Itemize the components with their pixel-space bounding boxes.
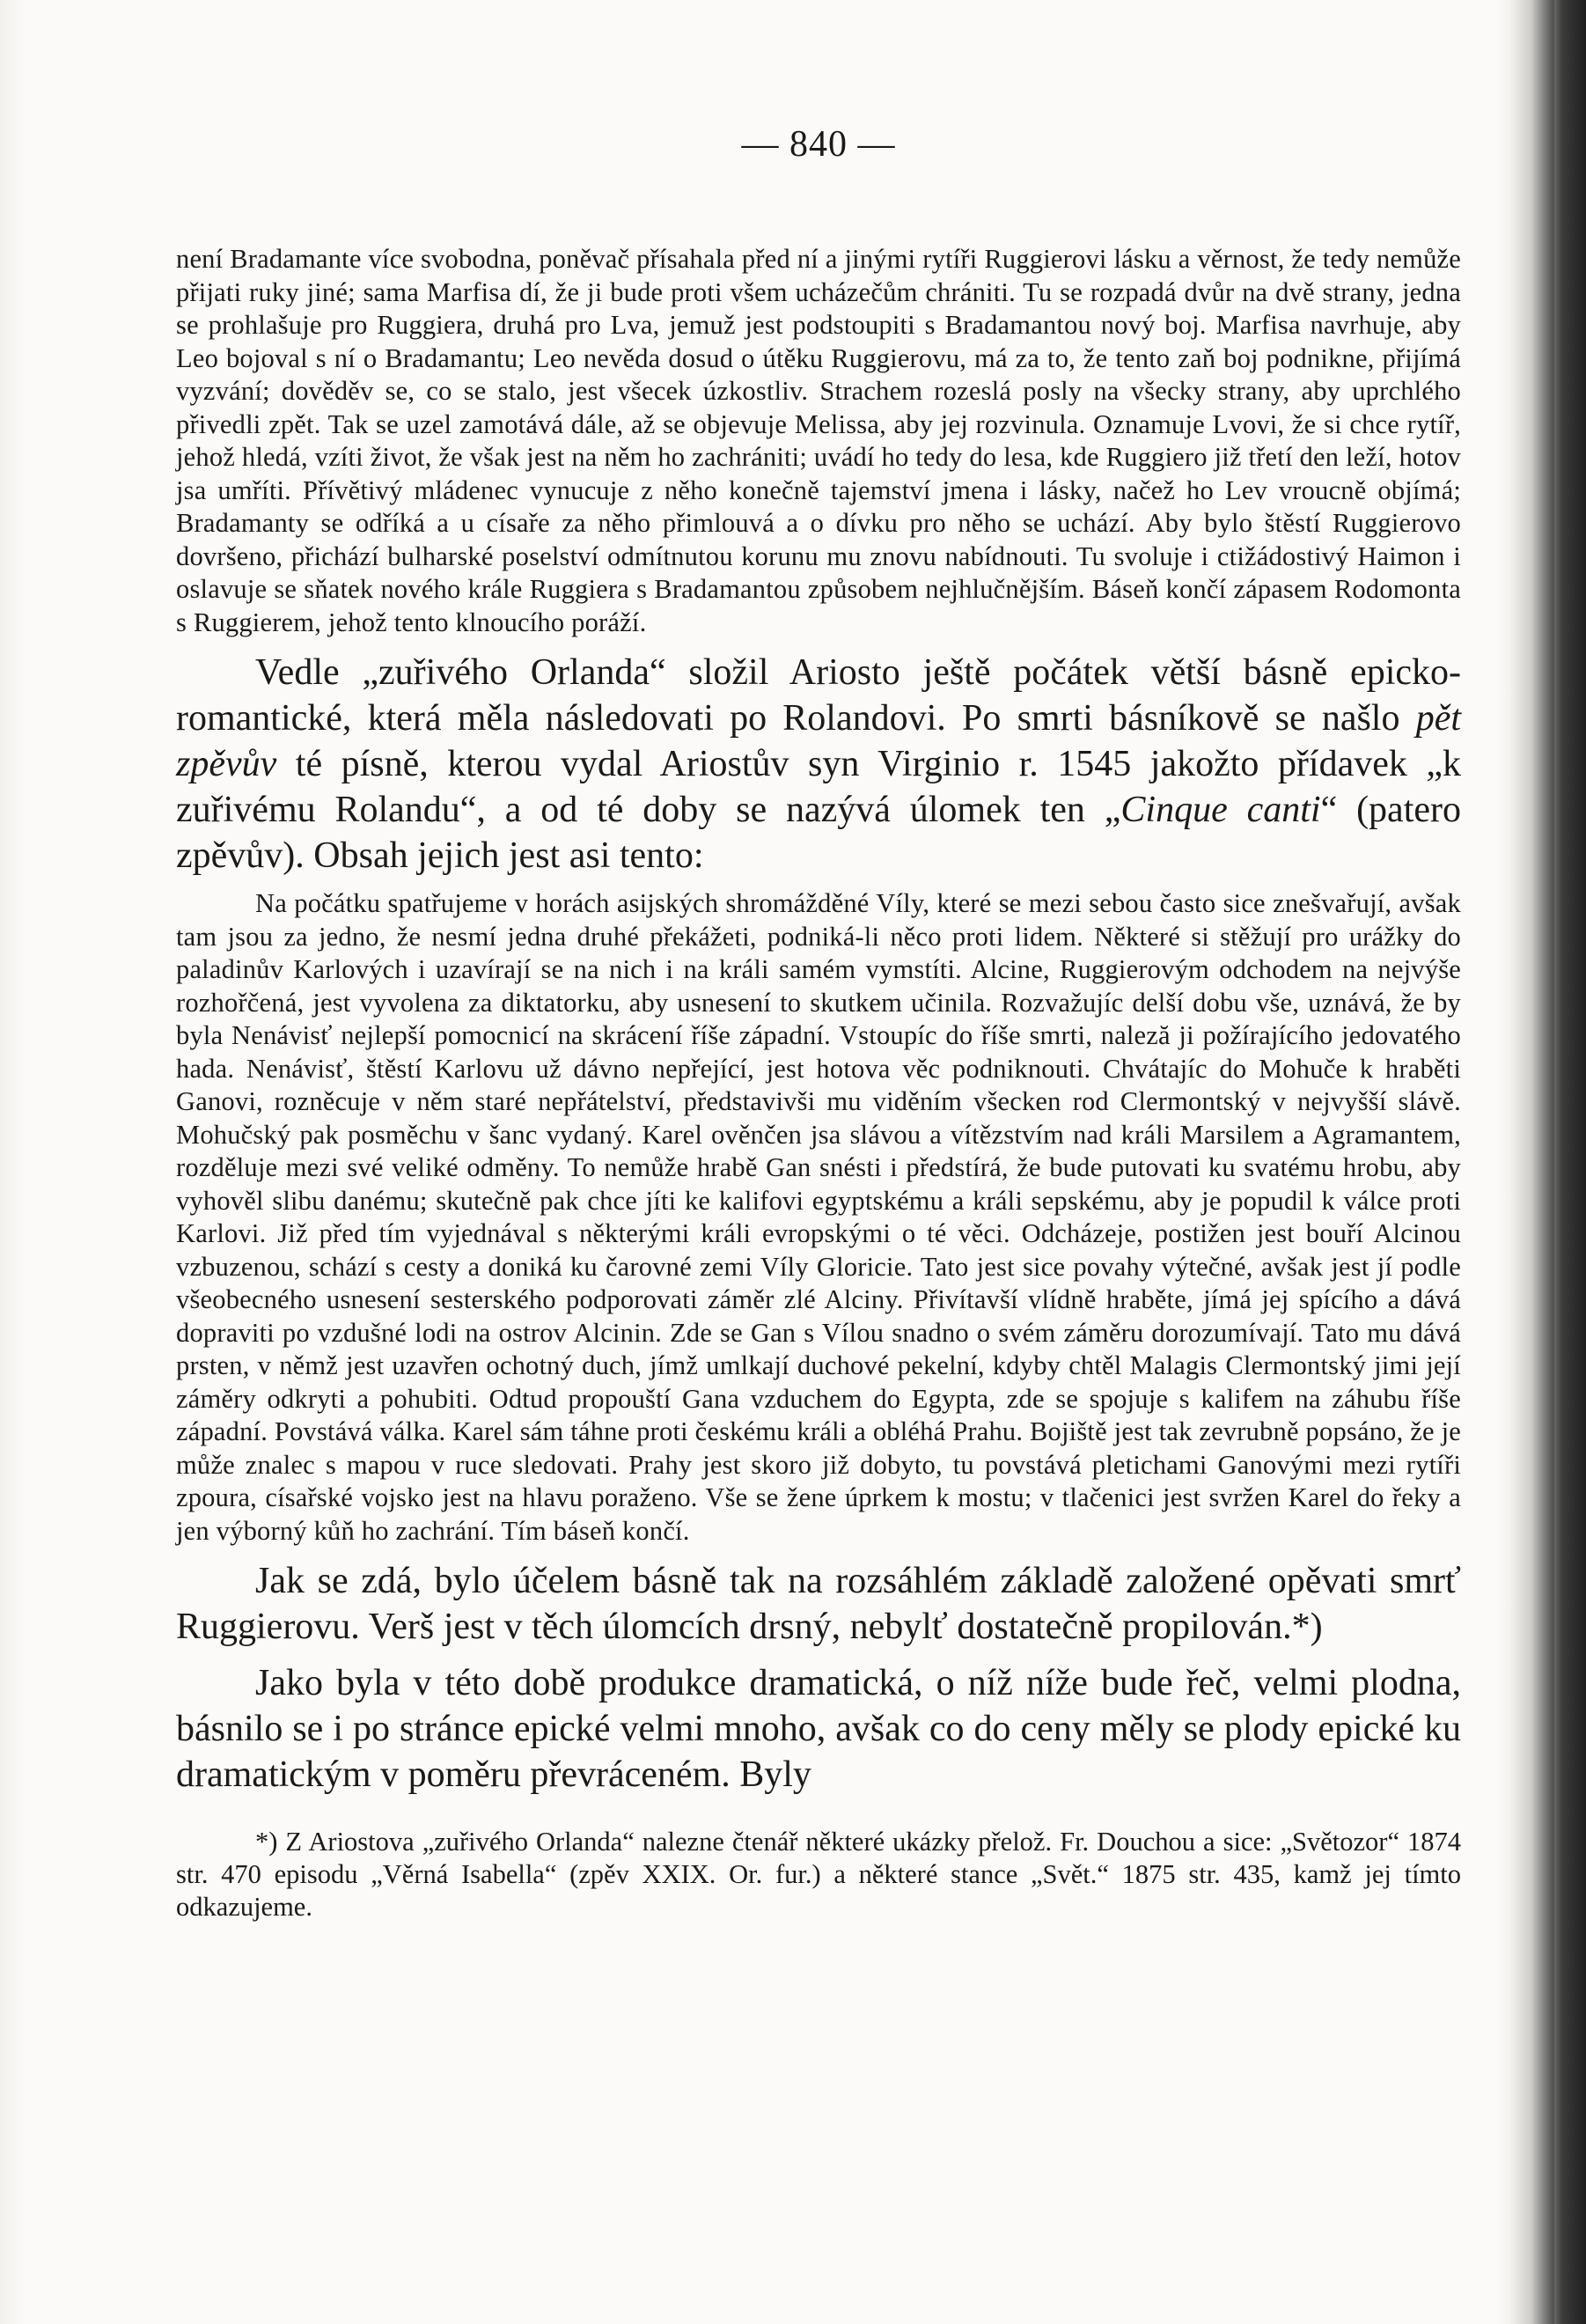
text-run: “ (patero zpěvův). Obsah jejich jest asi tento:	[176, 790, 1461, 876]
footnote: *) Z Ariostova „zuřivého Orlanda“ nalezne čtenář některé ukázky přelož. Fr. Douchou a sice: „Světozor“ 1874 str. 470 episodu „Věrná Isabella“ (zpěv XXIX. Or. fur.) a některé stance „Svět.“ 1875 str. 435, kamž jej tímto odkazujeme.	[176, 1827, 1461, 1922]
book-page	[176, 123, 1461, 1923]
text-run: Vedle „zuřivého Orlanda“ složil Ariosto ještě počátek větší básně epicko-romantické, která měla následovati po Rolandovi. Po smrti básníkově se našlo	[176, 652, 1461, 739]
paragraph-cinque-canti-summary: Na počátku spatřujeme v horách asijských shromážděné Víly, které se mezi sebou často sice znešvařují, avšak tam jsou za jedno, že nesmí jedna druhé překážeti, podniká-li něco proti lidem. Některé si stěžují pro urážky do paladinův Karlových i uzavírají se na nich i na králi samém vymstíti. Alcine, Ruggierovým odchodem na nejvýše rozhořčená, jest vyvolena za diktatorku, aby usnesení to skutkem učinila. Rozvažujíc delší dobu vše, uznává, že by byla Nenávisť nejlepší pomocnicí na skrácení říše západní. Vstoupíc do říše smrti, naleză ji požírajícího jedovatého hada. Nenávisť, štěstí Karlovu už dávno nepřející, jest hotova věc podniknouti. Chvátajíc do Mohuče k hraběti Ganovi, rozněcuje v něm staré nepřátelství, představivši mu viděním všecken rod Clermontský v nejvyšší slávě. Mohučský pak posměchu v šanc vydaný. Karel ověnčen jsa slávou a vítězstvím nad králi Marsilem a Agramantem, rozděluje mezi své veliké odměny. To nemůže hrabě Gan snésti i předstírá, že bude putovati ku svatému hrobu, aby vyhověl slibu danému; skutečně pak chce jíti ke kalifovi egyptskému a králi sepskému, aby je popudil k válce proti Karlovi. Již před tím vyjednával s některými králi evropskými o té věci. Odcházeje, postižen jest bouří Alcinou vzbuzenou, schází s cesty a doniká ku čarovné zemi Víly Gloricie. Tato jest sice povahy výtečné, avšak jest jí podle všeobecného usnesení sesterského podporovati záměr zlé Alciny. Přivítavší vlídně hraběte, jímá jej spícího a dává dopraviti po vzdušné lodi na ostrov Alcinin. Zde se Gan s Vílou snadno o svém záměru dorozumívají. Tato mu dává prsten, v němž jest uzavřen ochotný duch, jímž umlkají duchové pekelní, kdyby chtěl Malagis Clermontský jimi její záměry odkryti a pohubiti. Odtud propouští Gana vzduchem do Egypta, zde se spojuje s kalifem na záhubu říše západní. Povstává válka. Karel sám táhne proti českému králi a obléhá Prahu. Bojiště jest tak zevrubně popsáno, že je může znalec s mapou v ruce sledovati. Prahy jest skoro již dobyto, tu povstává pletichami Ganovými mezi rytíři zpoura, císařské vojsko jest na hlavu poraženo. Vše se žene úprkem k mostu; v tlačenici jest svržen Karel do řeky a jen výborný kůň ho zachrání. Tím báseň končí.	[176, 888, 1461, 1546]
emphasis-pet-zpevuv: pět zpěvův	[176, 698, 1461, 784]
page-edge-shadow	[1510, 0, 1554, 2324]
emphasis-cinque-canti: Cinque canti	[1120, 790, 1321, 830]
paragraph-cinque-canti	[176, 650, 1461, 879]
text-run: té písně, kterou vydal Ariostův syn Virginio r. 1545 jakožto přídavek „k zuřivému Rolandu“, a od té doby se nazývá úlomek ten „	[176, 744, 1461, 830]
paragraph-bradamante-summary: není Bradamante více svobodna, poněvač přísahala před ní a jinými rytíři Ruggierovi lásku a věrnost, že tedy nemůže přijati ruky jiné; sama Marfisa dí, že ji bude proti všem ucházečům chrániti. Tu se rozpadá dvůr na dvě strany, jedna se prohlašuje pro Ruggiera, druhá pro Lva, jemuž jest podstoupiti s Bradamantou nový boj. Marfisa navrhuje, aby Leo bojoval s ní o Bradamantu; Leo nevěda dosud o útěku Ruggierovu, má za to, že tento zaň boj podnikne, přijímá vyzvání; dověděv se, co se stalo, jest všecek úzkostliv. Strachem rozeslá posly na všecky strany, aby uprchlého přivedli zpět. Tak se uzel zamotává dále, až se objevuje Melissa, aby jej rozvinula. Oznamuje Lvovi, že si chce rytíř, jehož hledá, vzíti život, že však jest na něm ho zachrániti; uvádí ho tedy do lesa, kde Ruggiero již třetí den leží, hotov jsa umříti. Přívětivý mládenec vynucuje z něho konečně tajemství jmena i lásky, načež ho Lev vroucně objímá; Bradamanty se odříká a u císaře za něho přimlouvá a o dívku pro něho se uchází. Aby bylo štěstí Ruggierovo dovršeno, přichází bulharské poselství odmítnutou korunu mu znovu nabídnouti. Tu svoluje i ctižádostivý Haimon i oslavuje se sňatek nového krále Ruggiera s Bradamantou způsobem nejhlučnějším. Báseň končí zápasem Rodomonta s Ruggierem, jehož tento klnoucího poráží.	[176, 244, 1461, 637]
paragraph-epic-production: Jako byla v této době produkce dramatická, o níž níže bude řeč, velmi plodna, básnilo se i po stránce epické velmi mnoho, avšak co do ceny měly se plody epické ku dramatickým v poměru převráceném. Byly	[176, 1663, 1461, 1795]
paragraph-purpose: Jak se zdá, bylo účelem básně tak na rozsáhlém základě založené opěvati smrť Ruggierovu. Verš jest v těch úlomcích drsný, nebylť dostatečně propilován.*)	[176, 1561, 1461, 1647]
page-number: — 840 —	[741, 124, 896, 165]
